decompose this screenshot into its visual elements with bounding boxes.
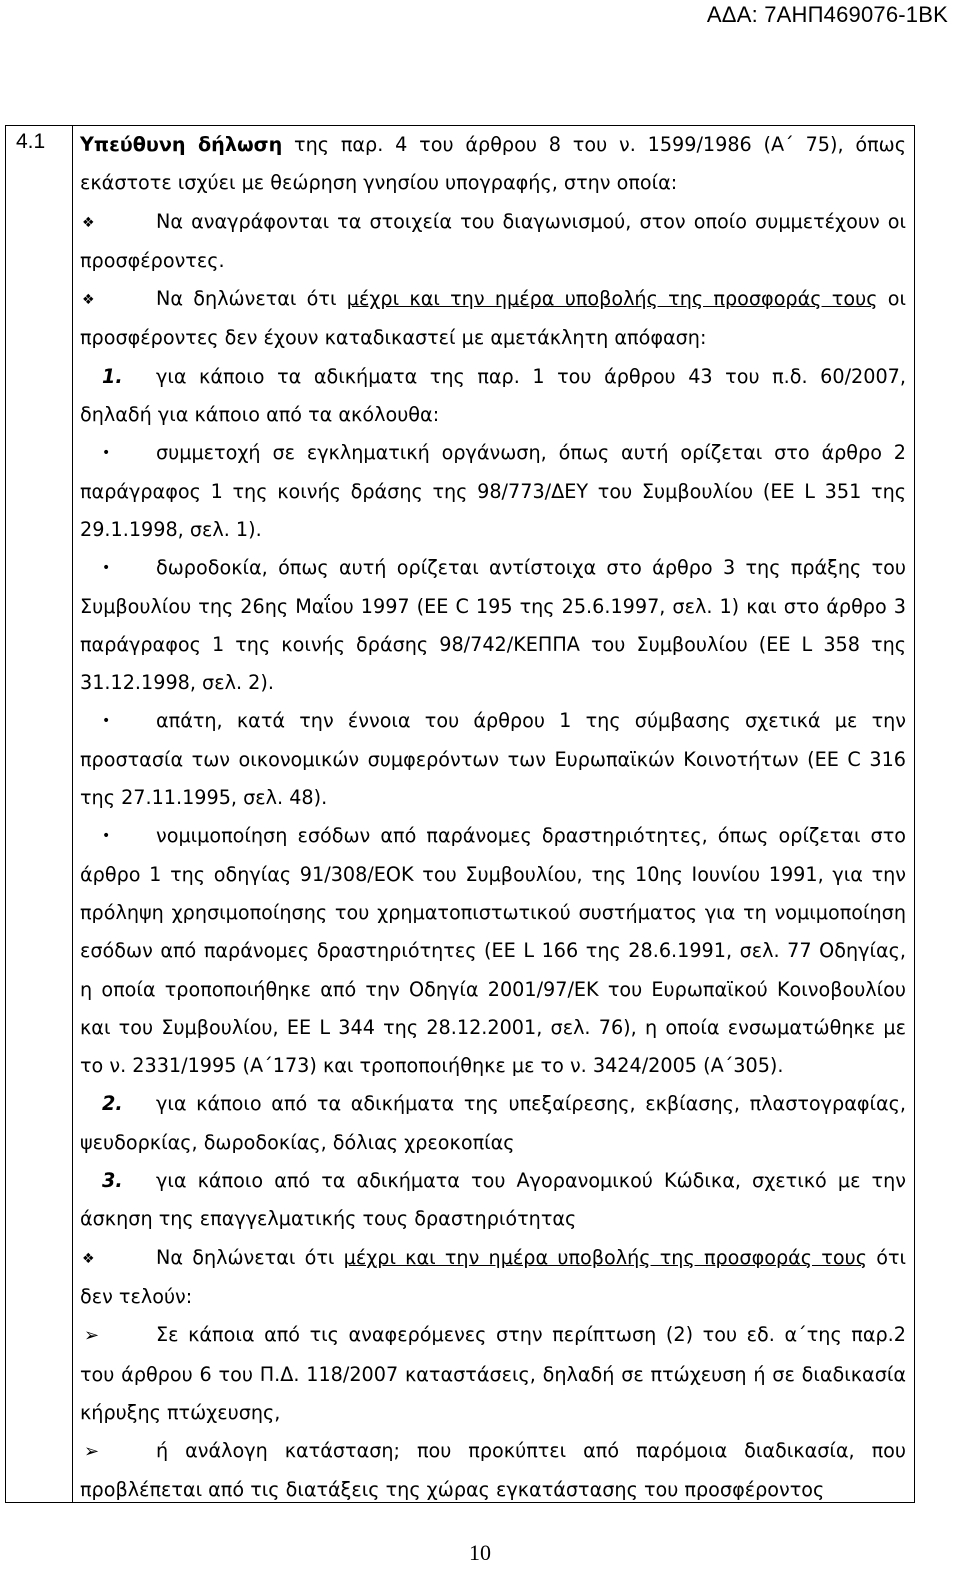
bullet2-post: οι προσφέροντες δεν έχουν καταδικαστεί με αμετάκλητη απόφαση: <box>80 287 906 350</box>
arrow-bullet-icon: ➢ <box>84 1325 100 1347</box>
item3-text: για κάποιο από τα αδικήματα του Αγορανομικού Κώδικα, σχετικό με την άσκηση της επαγγελματικής τους δραστηριότητας <box>80 1169 906 1231</box>
sub3-text: απάτη, κατά την έννοια του άρθρου 1 της σύμβασης σχετικά με την προστασία των οικονομικών συμφερόντων των Ευρωπαϊκών Κοινοτήτων (ΕΕ C 316 της 27.11.1995, σελ. 48). <box>80 709 906 810</box>
diamond-bullet-icon: ❖ <box>82 214 95 231</box>
sub-item-4 <box>80 817 906 1085</box>
numbered-item-3 <box>80 1162 906 1239</box>
item-number: 2. <box>102 1092 123 1116</box>
item-number: 3. <box>102 1169 123 1193</box>
bullet2-underline: μέχρι και την ημέρα υποβολής της προσφοράς τους <box>346 287 878 311</box>
arrow-bullet-icon: ➢ <box>84 1441 100 1463</box>
bullet3-underline: μέχρι και την ημέρα υποβολής της προσφοράς τους <box>343 1245 867 1269</box>
bullet1-text: Να αναγράφονται τα στοιχεία του διαγωνισμού, στον οποίο συμμετέχουν οι προσφέροντες. <box>80 209 906 272</box>
sub2-text: δωροδοκία, όπως αυτή ορίζεται αντίστοιχα στο άρθρο 3 της πράξης του Συμβουλίου της 26ης Μαΐου 1997 (ΕΕ C 195 της 25.6.1997, σελ. 1) και στο άρθρο 3 παράγραφος 1 της κοινής δράσης 98/742/ΚΕΠΠΑ του Συμβουλίου (ΕΕ L 358 της 31.12.1998, σελ. 2). <box>80 556 906 695</box>
bullet-declaration-2 <box>80 280 906 358</box>
numbered-item-1 <box>80 358 906 435</box>
sub-item-3 <box>80 702 906 817</box>
arrow-item-2 <box>80 1432 906 1510</box>
section-number: 4.1 <box>16 130 46 153</box>
arrow-item-1 <box>80 1316 906 1432</box>
bullet2-pre: Να δηλώνεται ότι <box>156 287 347 311</box>
intro-bold: Υπεύθυνη δήλωση <box>80 133 283 156</box>
numbered-item-2 <box>80 1085 906 1162</box>
sub1-text: συμμετοχή σε εγκληματική οργάνωση, όπως αυτή ορίζεται στο άρθρο 2 παράγραφος 1 της κοινής δράσης της 98/773/ΔΕΥ του Συμβουλίου (ΕΕ L 351 της 29.1.1998, σελ. 1). <box>80 441 906 541</box>
arrow2-text: ή ανάλογη κατάσταση; που προκύπτει από παρόμοια διαδικασία, που προβλέπεται από τις διατάξεις της χώρας εγκατάστασης του προσφέροντος <box>80 1439 906 1502</box>
section-table <box>5 125 915 1503</box>
diamond-bullet-icon: ❖ <box>82 1250 95 1267</box>
arrow1-text: Σε κάποια από τις αναφερόμενες στην περίπτωση (2) του εδ. α΄της παρ.2 του άρθρου 6 του Π.Δ. 118/2007 καταστάσεις, δηλαδή σε πτώχευση ή σε διαδικασία κήρυξης πτώχευσης, <box>80 1323 906 1424</box>
bullet-declaration-3 <box>80 1239 906 1317</box>
bullet3-pre: Να δηλώνεται ότι <box>156 1245 344 1269</box>
item-number: 1. <box>102 364 123 388</box>
round-bullet-icon: • <box>102 713 111 730</box>
diamond-bullet-icon: ❖ <box>82 292 95 309</box>
page-number: 10 <box>469 1540 491 1565</box>
sub-item-1 <box>80 434 906 549</box>
item1-text: για κάποιο τα αδικήματα της παρ. 1 του άρθρου 43 του π.δ. 60/2007, δηλαδή για κάποιο από τα ακόλουθα: <box>80 364 906 427</box>
ada-code: ΑΔΑ: 7ΑΗΠ469076-1ΒΚ <box>706 2 948 27</box>
column-divider <box>72 126 73 1502</box>
bullet3-post: ότι δεν τελούν: <box>80 1245 906 1308</box>
sub4-text: νομιμοποίηση εσόδων από παράνομες δραστηριότητες, όπως ορίζεται στο άρθρο 1 της οδηγίας 91/308/ΕΟΚ του Συμβουλίου, της 10ης Ιουνίου 1991, για την πρόληψη χρησιμοποίησης του χρηματοπιστωτικού συστήματος για τη νομιμοποίηση εσόδων από παράνομες δραστηριότητες (ΕΕ L 166 της 28.6.1991, σελ. 77 Οδηγίας, η οποία τροποποιήθηκε από την Οδηγία 2001/97/ΕΚ του Ευρωπαϊκού Κοινοβουλίου και του Συμβουλίου, ΕΕ L 344 της 28.12.2001, σελ. 76), η οποία ενσωματώθηκε με το ν. 2331/1995 (Α΄173) και τροποποιήθηκε με το ν. 3424/2005 (Α΄305). <box>80 824 906 1078</box>
section-content <box>80 126 906 1510</box>
item2-text: για κάποιο από τα αδικήματα της υπεξαίρεσης, εκβίασης, πλαστογραφίας, ψευδορκίας, δωροδοκίας, δόλιας χρεοκοπίας <box>80 1092 906 1154</box>
sub-item-2 <box>80 549 906 702</box>
round-bullet-icon: • <box>102 828 111 845</box>
round-bullet-icon: • <box>102 445 111 462</box>
intro-paragraph <box>80 126 906 203</box>
bullet-declaration-1 <box>80 203 906 281</box>
intro-rest: της παρ. 4 του άρθρου 8 του ν. 1599/1986 (Α΄ 75), όπως εκάστοτε ισχύει με θεώρηση γνησίου υπογραφής, στην οποία: <box>80 133 907 195</box>
round-bullet-icon: • <box>102 560 111 577</box>
